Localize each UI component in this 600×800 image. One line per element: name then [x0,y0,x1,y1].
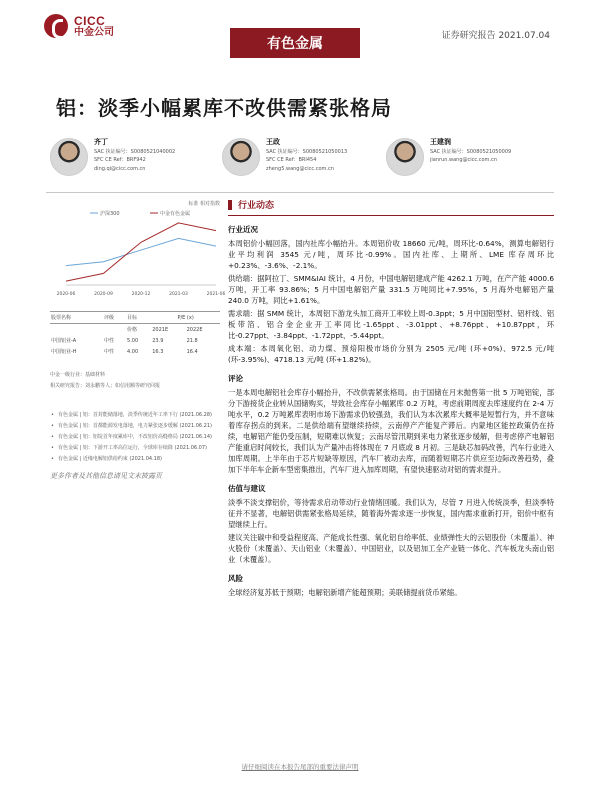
table-cell: 21.8 [186,337,198,344]
paragraph: 供给端：据阿拉丁、SMM&IAI 统计，4 月份，中国电解铝建成产能 4262.1 万吨，在产产能 4000.6 万吨，开工率 93.86%；5 月中国电解铝产量 331.5 万吨同比+7.95%，5 月海外电解铝产量 240.0 万吨，同比+1.61%。 [228,274,554,305]
paragraph: 建议关注碳中和受益程度高、产能成长性强、氧化铝自给率低、业绩弹性大的云铝股份（未覆盖）、神火股份（未覆盖）、天山铝业（未覆盖）、中国铝业，以及铝加工全产业链一体化、汽车板龙头南山铝业（未覆盖）。 [228,533,554,564]
sidebar [50,200,226,481]
paragraph: 淡季不淡支撑铝价，等待需求启动带动行业情绪回暖。我们认为，尽管 7 月进入传统淡季，但淡季特征并不显著，电解铝供需紧张格局延续，随着海外需求逐一步恢复，国内需求重新打开，铝价中枢有望继续上行。 [228,498,554,529]
sector-banner: 有色金属 [230,28,360,58]
subheading-recent: 行业近况 [228,225,258,234]
chart-rating-label: 标准 相对指数 [188,201,220,207]
report-title: 铝：淡季小幅累库不改供需紧张格局 [56,96,392,120]
legal-footer[interactable]: 请仔细阅读在本报告尾部的重要法律声明 [241,763,359,771]
author-sac: SAC 执证编号：S0080521050013 [266,148,348,155]
author-name: 王建润 [430,138,451,146]
table-header-row [50,312,220,324]
author-sfc: SFC CE Ref：BRF942 [94,157,146,163]
table-cell: 16.4 [186,348,198,355]
authors [50,138,560,184]
related-report-item[interactable]: • 有色金属 | 铝：铝锭首年度累库中，不改铝价高缝格局 (2021.06.14) [50,433,220,441]
author-card [386,138,511,176]
author-email[interactable]: ding.qi@cicc.com.cn [94,165,146,172]
subheading-comment: 评论 [228,374,243,383]
more-authors-note: 更多作者及其他信息请见文末披露页 [50,472,162,480]
x-tick-label: 2020-06 [56,292,76,297]
author-avatar [50,138,88,176]
table-header-cell: P/E (x) [151,312,220,324]
table-cell: 中国铝业-H [51,349,77,355]
legend-label: 中金有色金属 [160,211,191,217]
header-divider [46,192,554,193]
cicc-logo-icon [44,14,68,38]
author-name: 齐丁 [94,138,108,146]
logo-cn: 中金公司 [74,26,114,38]
x-tick-label: 2020-09 [94,292,113,297]
author-avatar [222,138,260,176]
series-line [66,223,216,281]
table-row [50,335,220,346]
table-subheader-row [50,324,220,336]
author-email[interactable]: jianrun.wang@cicc.com.cn [430,157,497,163]
author-sac: SAC 执证编号：S0080521050009 [430,148,512,155]
sector-note: 中金一级行业：基础材料 [50,372,106,378]
author-card [50,138,175,176]
section-marker [228,200,232,210]
table-subheader-cell: 2022E [186,326,203,333]
table-row [50,346,220,357]
related-report-item[interactable]: • 有色金属 | 铝：首封能储落地，淡季传统近年工率下行 (2021.06.28) [50,411,220,419]
table-cell: 23.9 [152,337,164,344]
related-report-item[interactable]: • 有色金属 | 铝：首都能源发电落地，电力紧张逐步缓解 (2021.06.21) [50,422,220,430]
author-card [222,138,347,176]
subheading-risk: 风险 [228,574,243,583]
section-header [228,198,554,216]
table-subheader-cell: 价格 [127,327,138,333]
table-cell: 5.00 [127,337,139,344]
table-cell: 16.3 [152,348,164,355]
table-header-cell: 股票名称 [50,312,103,324]
table-cell: 4.00 [127,348,139,355]
stock-table [50,311,220,357]
subheading-valuation: 估值与建议 [228,484,266,493]
x-tick-label: 2020-12 [131,292,151,297]
cicc-logo [44,14,114,38]
related-reports [50,411,220,463]
paragraph: 全球经济复苏低于预期；电解铝新增产能超预期；美联储提前货币紧缩。 [228,588,462,597]
report-meta: 证券研究报告 2021.07.04 [441,31,550,41]
table-cell: 中性 [103,338,114,344]
table-subheader-cell: 2021E [152,326,169,333]
table-cell: 中性 [103,349,114,355]
paragraph: 本周铝价小幅回落，国内社库小幅抬升。本周铝价收 18660 元/吨，周环比-0.64%，测算电解铝行业平均利润 3545 元/吨，周环比-0.99%。国内社库、上期所、LME 库存周环比+0.23%、-3.6%、-2.1%。 [228,239,554,270]
related-report-item[interactable]: • 有色金属 | 铝：下游开工率高位运行，全球库存续降 (2021.06.07) [50,444,220,452]
x-tick-label: 2021-03 [169,292,188,297]
x-tick-label: 2021-06 [206,292,226,297]
table-cell: 中国铝业-A [51,338,77,344]
author-sfc: SFC CE Ref：BRI454 [266,157,317,163]
paragraph: 成本端：本周氧化铝、动力煤、预焙阳极市场价分别为 2505 元/吨 (环+0%)、972.5 元/吨 (环-3.95%)、4718.13 元/吨 (环+1.82%)。 [228,344,554,364]
author-name: 王政 [266,138,280,146]
paragraph: 需求端：据 SMM 统计，本周铝下游龙头加工商开工率较上周-0.3ppt；5 月中国铝型材、铝杆线、铝板带箔、铝合金企业开工率同比-1.65ppt、-3.01ppt、+8.76ppt、+10.87ppt，环比-0.27ppt、-3.84ppt、-1.72ppt、-5.44ppt。 [228,309,554,340]
author-sac: SAC 执证编号：S0080521040002 [94,148,176,155]
section-title: 行业动态 [238,201,275,211]
table-header-cell: 评级 [103,312,126,324]
legend-label: 沪深300 [100,211,120,217]
logo-en: CICC [74,13,106,28]
main-content [228,198,554,600]
table-header-cell: 目标 [126,312,151,324]
author-avatar [386,138,424,176]
author-email[interactable]: zheng5.wang@cicc.com.cn [266,165,334,172]
performance-chart [50,207,226,299]
analyst-note: 相关研究报告：刘永鹏等人；如信用额等研究回报 [50,383,161,389]
related-report-item[interactable]: • 有色金属 | 近缘电解铝供给约束 (2021.04.18) [50,455,220,463]
paragraph: 一是本周电解铝社会库存小幅抬升，不改供需紧张格局。由于国储在月末抛售第一批 5 万吨铝锭，部分下游接货企业转从国储购买，导致社会库存小幅累库 0.2 万吨，考虑前期周度去库速度约在 2-4 万吨水平，0.2 万吨累库表明市场下游需求仍较强劲，我们认为本次累库大概率是短暂行为，并不意味着库存拐点的到来。二是供给端有望继续持续，云南停产产能复产滞后。内蒙地区能控政策仍在持续，电解铝产能仍受压制，短期难以恢复；云南尽管汛期到来电力紧张逐步缓解，但考虑停产电解铝产能重启时间较长，我们认为产量冲击将体现在 7 月底或 8 月初。三是缺芯加码改善，汽车行业进入加库周期。上半年由于芯片短缺等原因，汽车厂被动去库，而随着短期芯片供应至边际改善趋势，叠加下半年车企新车型密集推出，汽车厂进入加库周期，有望快速驱动对铝的需求提升。 [228,388,554,474]
